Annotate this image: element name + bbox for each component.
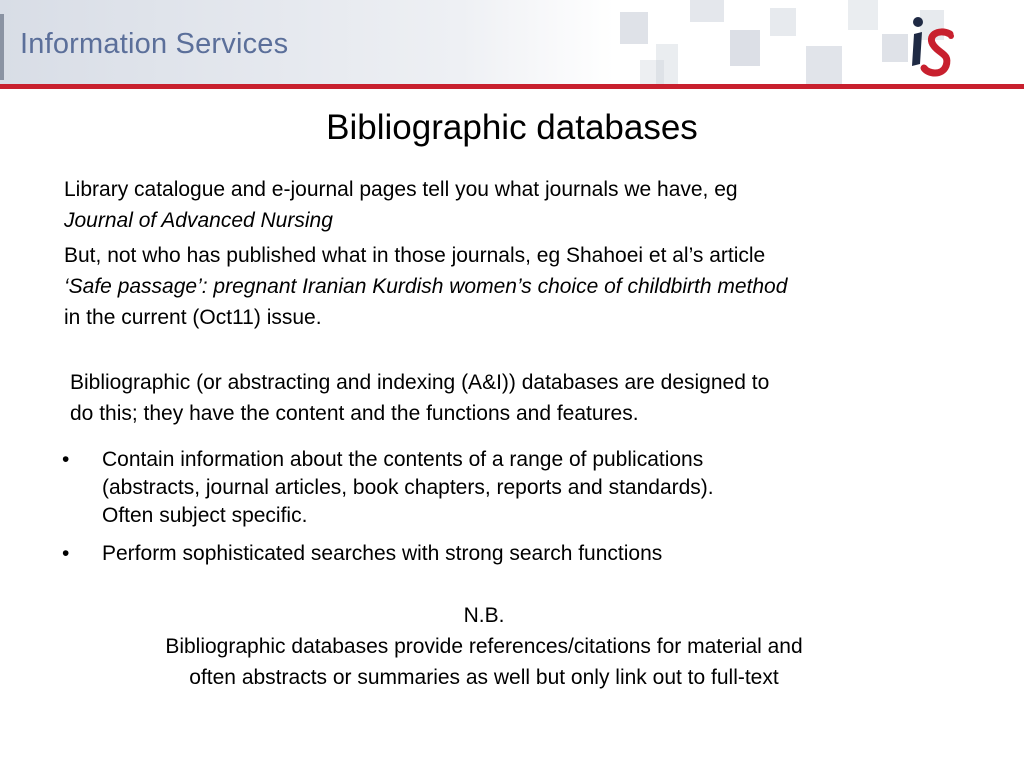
header-banner — [0, 0, 1024, 84]
paragraph-not-who-published — [64, 240, 787, 333]
bullet-line: Often subject specific. — [102, 504, 308, 527]
journal-title-italic: Journal of Advanced Nursing — [64, 209, 333, 232]
paragraph-line: Bibliographic (or abstracting and indexing (A&I)) databases are designed to — [70, 371, 770, 394]
paragraph-line: in the current (Oct11) issue. — [64, 306, 322, 329]
header-accent-bar — [0, 14, 4, 80]
bullet-list — [62, 446, 714, 578]
paragraph-library-catalogue — [64, 174, 738, 236]
paragraph-line: Library catalogue and e-journal pages tell you what journals we have, eg — [64, 178, 738, 201]
is-logo-icon — [904, 14, 964, 80]
nb-line: often abstracts or summaries as well but only link out to full-text — [189, 666, 779, 689]
paragraph-bibliographic-databases — [70, 367, 769, 429]
bullet-marker: • — [62, 542, 70, 565]
paragraph-line: do this; they have the content and the functions and features. — [70, 402, 639, 425]
slide-title: Bibliographic databases — [326, 108, 698, 147]
bullet-line: Perform sophisticated searches with strong search functions — [102, 542, 663, 565]
paragraph-line: But, not who has published what in those journals, eg Shahoei et al’s article — [64, 244, 766, 267]
bullet-marker: • — [62, 448, 70, 471]
bullet-item — [62, 446, 714, 530]
bullet-item — [62, 540, 714, 568]
header-title: Information Services — [20, 28, 289, 60]
nb-note — [0, 600, 968, 693]
nb-line: Bibliographic databases provide references/citations for material and — [165, 635, 803, 658]
nb-heading: N.B. — [463, 604, 505, 627]
header-mosaic-decoration — [620, 0, 950, 84]
header-red-rule — [0, 84, 1024, 89]
bullet-line: (abstracts, journal articles, book chapters, reports and standards). — [102, 476, 714, 499]
is-logo — [904, 14, 964, 80]
bullet-line: Contain information about the contents of a range of publications — [102, 448, 704, 471]
article-title-italic: ‘Safe passage’: pregnant Iranian Kurdish women’s choice of childbirth method — [64, 275, 788, 298]
